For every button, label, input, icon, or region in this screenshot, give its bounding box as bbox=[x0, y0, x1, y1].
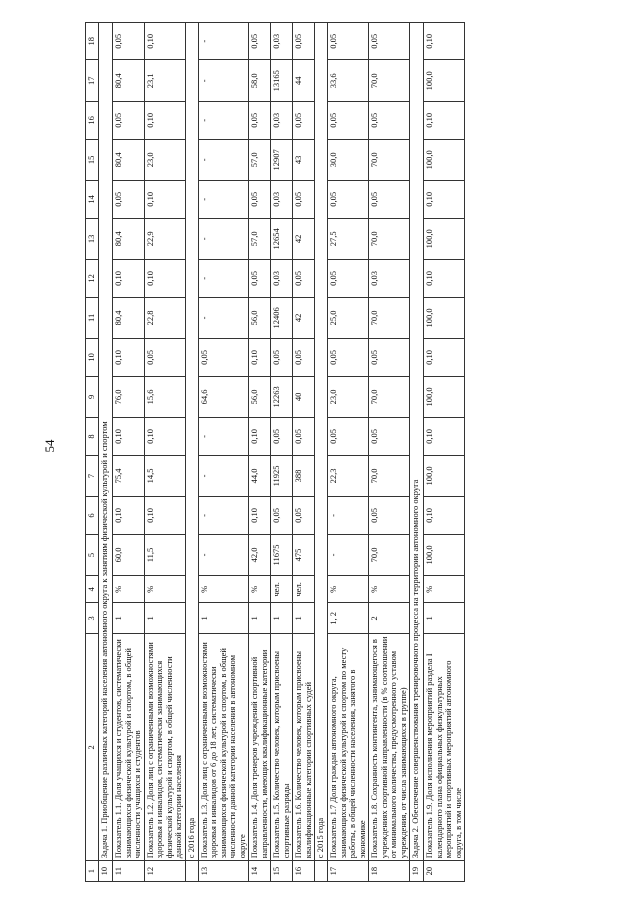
header-cell: 9 bbox=[86, 376, 99, 418]
value-cell: 11675 bbox=[271, 534, 293, 576]
value-cell: 12406 bbox=[271, 297, 293, 339]
value-cell: - bbox=[198, 534, 249, 576]
row-number: 13 bbox=[198, 861, 249, 882]
value-cell: 80,4 bbox=[113, 60, 145, 102]
value-cell: 0,10 bbox=[249, 418, 271, 455]
row-number: 16 bbox=[293, 861, 315, 882]
indicator-name: Показатель 1.3. Доля лиц с ограниченными возможностями здоровья и инвалидов от 6 до 18 лет, систематически занимающихся физической культурой и спортом, в общей численности данной категории населения в автономном округе bbox=[198, 634, 249, 861]
unit-cell: % bbox=[369, 576, 410, 603]
column-3-value: 1 bbox=[424, 603, 465, 634]
header-cell: 15 bbox=[86, 139, 99, 181]
value-cell: 64,6 bbox=[198, 376, 249, 418]
value-cell: - bbox=[198, 455, 249, 497]
indicator-name: Показатель 1.5. Количество человек, которым присвоены спортивные разряды bbox=[271, 634, 293, 861]
value-cell: 0,05 bbox=[328, 102, 369, 139]
value-cell: 14,5 bbox=[144, 455, 185, 497]
value-cell: 15,6 bbox=[144, 376, 185, 418]
value-cell: 0,05 bbox=[249, 181, 271, 218]
value-cell: 42 bbox=[293, 218, 315, 260]
note-text: с 2015 года bbox=[315, 23, 328, 861]
value-cell: 0,10 bbox=[249, 339, 271, 376]
column-3-value: 2 bbox=[369, 603, 410, 634]
value-cell: 100,0 bbox=[424, 376, 465, 418]
table-row bbox=[271, 23, 293, 882]
value-cell: 70,0 bbox=[369, 139, 410, 181]
value-cell: 0,05 bbox=[328, 339, 369, 376]
header-cell: 5 bbox=[86, 534, 99, 576]
value-cell: 44 bbox=[293, 60, 315, 102]
table-row bbox=[369, 23, 410, 882]
value-cell: 0,05 bbox=[113, 23, 145, 61]
unit-cell: % bbox=[144, 576, 185, 603]
value-cell: 70,0 bbox=[369, 60, 410, 102]
value-cell: 56,0 bbox=[249, 376, 271, 418]
header-cell: 14 bbox=[86, 181, 99, 218]
value-cell: 0,05 bbox=[293, 339, 315, 376]
value-cell: 0,05 bbox=[369, 497, 410, 534]
table-row bbox=[249, 23, 271, 882]
value-cell: 0,05 bbox=[113, 181, 145, 218]
value-cell: 0,05 bbox=[369, 339, 410, 376]
value-cell: 0,03 bbox=[271, 102, 293, 139]
value-cell: 0,05 bbox=[328, 181, 369, 218]
value-cell: 0,10 bbox=[113, 339, 145, 376]
value-cell: - bbox=[328, 534, 369, 576]
unit-cell: % bbox=[198, 576, 249, 603]
row-number: 19 bbox=[410, 861, 424, 882]
value-cell: 30,0 bbox=[328, 139, 369, 181]
value-cell: 0,05 bbox=[293, 418, 315, 455]
row-number: 15 bbox=[271, 861, 293, 882]
value-cell: 80,4 bbox=[113, 139, 145, 181]
value-cell: 100,0 bbox=[424, 455, 465, 497]
value-cell: 0,05 bbox=[271, 497, 293, 534]
value-cell: 0,10 bbox=[424, 418, 465, 455]
value-cell: 27,5 bbox=[328, 218, 369, 260]
header-cell: 6 bbox=[86, 497, 99, 534]
header-cell: 7 bbox=[86, 455, 99, 497]
row-number: 14 bbox=[249, 861, 271, 882]
row-number: 18 bbox=[369, 861, 410, 882]
value-cell: 475 bbox=[293, 534, 315, 576]
value-cell: 0,10 bbox=[144, 497, 185, 534]
table-row bbox=[113, 23, 145, 882]
value-cell: 12907 bbox=[271, 139, 293, 181]
row-number: 17 bbox=[328, 861, 369, 882]
value-cell: 0,10 bbox=[424, 260, 465, 297]
value-cell: 33,6 bbox=[328, 60, 369, 102]
note-row bbox=[185, 23, 198, 882]
row-number: 12 bbox=[144, 861, 185, 882]
value-cell: 23,0 bbox=[144, 139, 185, 181]
unit-cell: % bbox=[249, 576, 271, 603]
table-row bbox=[293, 23, 315, 882]
empty-cell bbox=[185, 861, 198, 882]
task-row bbox=[99, 23, 113, 882]
unit-cell: % bbox=[113, 576, 145, 603]
value-cell: 0,05 bbox=[144, 339, 185, 376]
value-cell: 70,0 bbox=[369, 376, 410, 418]
value-cell: 0,03 bbox=[369, 260, 410, 297]
value-cell: 100,0 bbox=[424, 60, 465, 102]
value-cell: 57,0 bbox=[249, 218, 271, 260]
value-cell: 43 bbox=[293, 139, 315, 181]
value-cell: 0,05 bbox=[249, 102, 271, 139]
table-row bbox=[144, 23, 185, 882]
value-cell: 80,4 bbox=[113, 297, 145, 339]
value-cell: 0,05 bbox=[328, 260, 369, 297]
value-cell: 0,03 bbox=[271, 260, 293, 297]
value-cell: - bbox=[198, 218, 249, 260]
value-cell: 0,05 bbox=[293, 260, 315, 297]
value-cell: 0,05 bbox=[271, 418, 293, 455]
task-row bbox=[410, 23, 424, 882]
indicator-name: Показатель 1.9. Доля исполнения мероприятий раздела I календарного плана официальных физкультурных мероприятий и спортивных мероприятий автономного округа, в том числе bbox=[424, 634, 465, 861]
value-cell: - bbox=[198, 139, 249, 181]
indicator-name: Показатель 1.4. Доля тренеров учреждений спортивной направленности, имеющих квалификационные категории bbox=[249, 634, 271, 861]
row-number: 20 bbox=[424, 861, 465, 882]
value-cell: - bbox=[198, 260, 249, 297]
value-cell: 388 bbox=[293, 455, 315, 497]
value-cell: 57,0 bbox=[249, 139, 271, 181]
value-cell: - bbox=[198, 181, 249, 218]
value-cell: 0,10 bbox=[113, 497, 145, 534]
value-cell: - bbox=[198, 102, 249, 139]
header-cell: 12 bbox=[86, 260, 99, 297]
value-cell: 0,05 bbox=[113, 102, 145, 139]
value-cell: 0,05 bbox=[369, 181, 410, 218]
value-cell: 0,05 bbox=[249, 23, 271, 61]
header-cell: 13 bbox=[86, 218, 99, 260]
value-cell: 12654 bbox=[271, 218, 293, 260]
column-3-value: 1 bbox=[249, 603, 271, 634]
column-3-value: 1 bbox=[113, 603, 145, 634]
value-cell: 70,0 bbox=[369, 534, 410, 576]
value-cell: 0,10 bbox=[144, 23, 185, 61]
value-cell: 75,4 bbox=[113, 455, 145, 497]
indicator-name: Показатель 1.6. Количество человек, которым присвоены квалификационные категории спортивных судей bbox=[293, 634, 315, 861]
value-cell: 100,0 bbox=[424, 297, 465, 339]
value-cell: 0,05 bbox=[369, 102, 410, 139]
value-cell: 0,10 bbox=[424, 181, 465, 218]
value-cell: 70,0 bbox=[369, 218, 410, 260]
unit-cell: % bbox=[424, 576, 465, 603]
column-3-value: 1 bbox=[144, 603, 185, 634]
task-title: Задача 2. Обеспечение совершенствования тренировочного процесса на территории автономного округа bbox=[410, 23, 424, 861]
indicators-table bbox=[85, 22, 465, 882]
value-cell: 44,0 bbox=[249, 455, 271, 497]
header-row bbox=[86, 23, 99, 882]
value-cell: 13165 bbox=[271, 60, 293, 102]
value-cell: 11925 bbox=[271, 455, 293, 497]
value-cell: 0,05 bbox=[271, 339, 293, 376]
value-cell: 11,5 bbox=[144, 534, 185, 576]
header-cell: 16 bbox=[86, 102, 99, 139]
value-cell: - bbox=[198, 497, 249, 534]
value-cell: 80,4 bbox=[113, 218, 145, 260]
value-cell: 42 bbox=[293, 297, 315, 339]
value-cell: 100,0 bbox=[424, 218, 465, 260]
task-title: Задача 1. Приобщение различных категорий населения автономного округа к занятиям физической культурой и спортом bbox=[99, 23, 113, 861]
header-cell: 3 bbox=[86, 603, 99, 634]
value-cell: 60,0 bbox=[113, 534, 145, 576]
rotated-table-content bbox=[85, 22, 585, 882]
indicator-name: Показатель 1.7 Доля граждан автономного округа, занимающихся физической культурой и спортом по месту работы, в общей численности населения, занятого в экономике bbox=[328, 634, 369, 861]
header-cell: 8 bbox=[86, 418, 99, 455]
value-cell: 23,1 bbox=[144, 60, 185, 102]
row-number: 10 bbox=[99, 861, 113, 882]
value-cell: 0,05 bbox=[293, 102, 315, 139]
row-number: 11 bbox=[113, 861, 145, 882]
value-cell: 0,10 bbox=[113, 260, 145, 297]
unit-cell: чел. bbox=[293, 576, 315, 603]
value-cell: 0,10 bbox=[424, 23, 465, 61]
value-cell: 0,10 bbox=[424, 339, 465, 376]
value-cell: 25,0 bbox=[328, 297, 369, 339]
value-cell: 0,03 bbox=[271, 181, 293, 218]
note-row bbox=[315, 23, 328, 882]
value-cell: 0,10 bbox=[144, 181, 185, 218]
value-cell: 0,05 bbox=[369, 418, 410, 455]
value-cell: 100,0 bbox=[424, 534, 465, 576]
value-cell: 0,05 bbox=[293, 181, 315, 218]
header-cell: 2 bbox=[86, 634, 99, 861]
rotated-table-area bbox=[85, 22, 585, 882]
value-cell: 0,10 bbox=[113, 418, 145, 455]
value-cell: 0,05 bbox=[198, 339, 249, 376]
header-cell: 1 bbox=[86, 861, 99, 882]
value-cell: - bbox=[328, 497, 369, 534]
table-row bbox=[328, 23, 369, 882]
header-cell: 11 bbox=[86, 297, 99, 339]
value-cell: 76,0 bbox=[113, 376, 145, 418]
indicator-name: Показатель 1.2. Доля лиц с ограниченными возможностями здоровья и инвалидов, систематически занимающихся физической культурой и спортом, в общей численности данной категории населения bbox=[144, 634, 185, 861]
page-number: 54 bbox=[42, 439, 57, 453]
value-cell: - bbox=[198, 418, 249, 455]
value-cell: 22,8 bbox=[144, 297, 185, 339]
value-cell: 70,0 bbox=[369, 297, 410, 339]
header-cell: 18 bbox=[86, 23, 99, 61]
value-cell: 0,10 bbox=[249, 497, 271, 534]
value-cell: 23,0 bbox=[328, 376, 369, 418]
value-cell: 58,0 bbox=[249, 60, 271, 102]
note-text: с 2016 года bbox=[185, 23, 198, 861]
value-cell: 0,03 bbox=[271, 23, 293, 61]
value-cell: 0,05 bbox=[249, 260, 271, 297]
value-cell: 0,10 bbox=[424, 497, 465, 534]
header-cell: 10 bbox=[86, 339, 99, 376]
value-cell: 0,05 bbox=[369, 23, 410, 61]
value-cell: 40 bbox=[293, 376, 315, 418]
value-cell: - bbox=[198, 60, 249, 102]
value-cell: 12263 bbox=[271, 376, 293, 418]
value-cell: 0,10 bbox=[144, 418, 185, 455]
value-cell: 22,9 bbox=[144, 218, 185, 260]
empty-cell bbox=[315, 861, 328, 882]
table-row bbox=[424, 23, 465, 882]
value-cell: 0,05 bbox=[328, 23, 369, 61]
value-cell: - bbox=[198, 23, 249, 61]
value-cell: 56,0 bbox=[249, 297, 271, 339]
column-3-value: 1, 2 bbox=[328, 603, 369, 634]
value-cell: 0,10 bbox=[424, 102, 465, 139]
value-cell: 0,05 bbox=[293, 497, 315, 534]
value-cell: 0,10 bbox=[144, 260, 185, 297]
value-cell: 0,05 bbox=[328, 418, 369, 455]
header-cell: 17 bbox=[86, 60, 99, 102]
value-cell: 100,0 bbox=[424, 139, 465, 181]
column-3-value: 1 bbox=[271, 603, 293, 634]
indicator-name: Показатель 1.1. Доля учащихся и студентов, систематически занимающихся физической культурой и спортом, в общей численности учащихся и студентов bbox=[113, 634, 145, 861]
header-cell: 4 bbox=[86, 576, 99, 603]
value-cell: - bbox=[198, 297, 249, 339]
value-cell: 22,3 bbox=[328, 455, 369, 497]
unit-cell: чел. bbox=[271, 576, 293, 603]
value-cell: 0,10 bbox=[144, 102, 185, 139]
indicator-name: Показатель 1.8. Сохранность контингента, занимающегося в учреждениях спортивной направленности (в % соотношении от минимального количества, предусмотренного уставом учреждения, от числа занимающихся в группе) bbox=[369, 634, 410, 861]
unit-cell: % bbox=[328, 576, 369, 603]
table-row bbox=[198, 23, 249, 882]
value-cell: 0,05 bbox=[293, 23, 315, 61]
value-cell: 70,0 bbox=[369, 455, 410, 497]
value-cell: 42,0 bbox=[249, 534, 271, 576]
column-3-value: 1 bbox=[293, 603, 315, 634]
column-3-value: 1 bbox=[198, 603, 249, 634]
